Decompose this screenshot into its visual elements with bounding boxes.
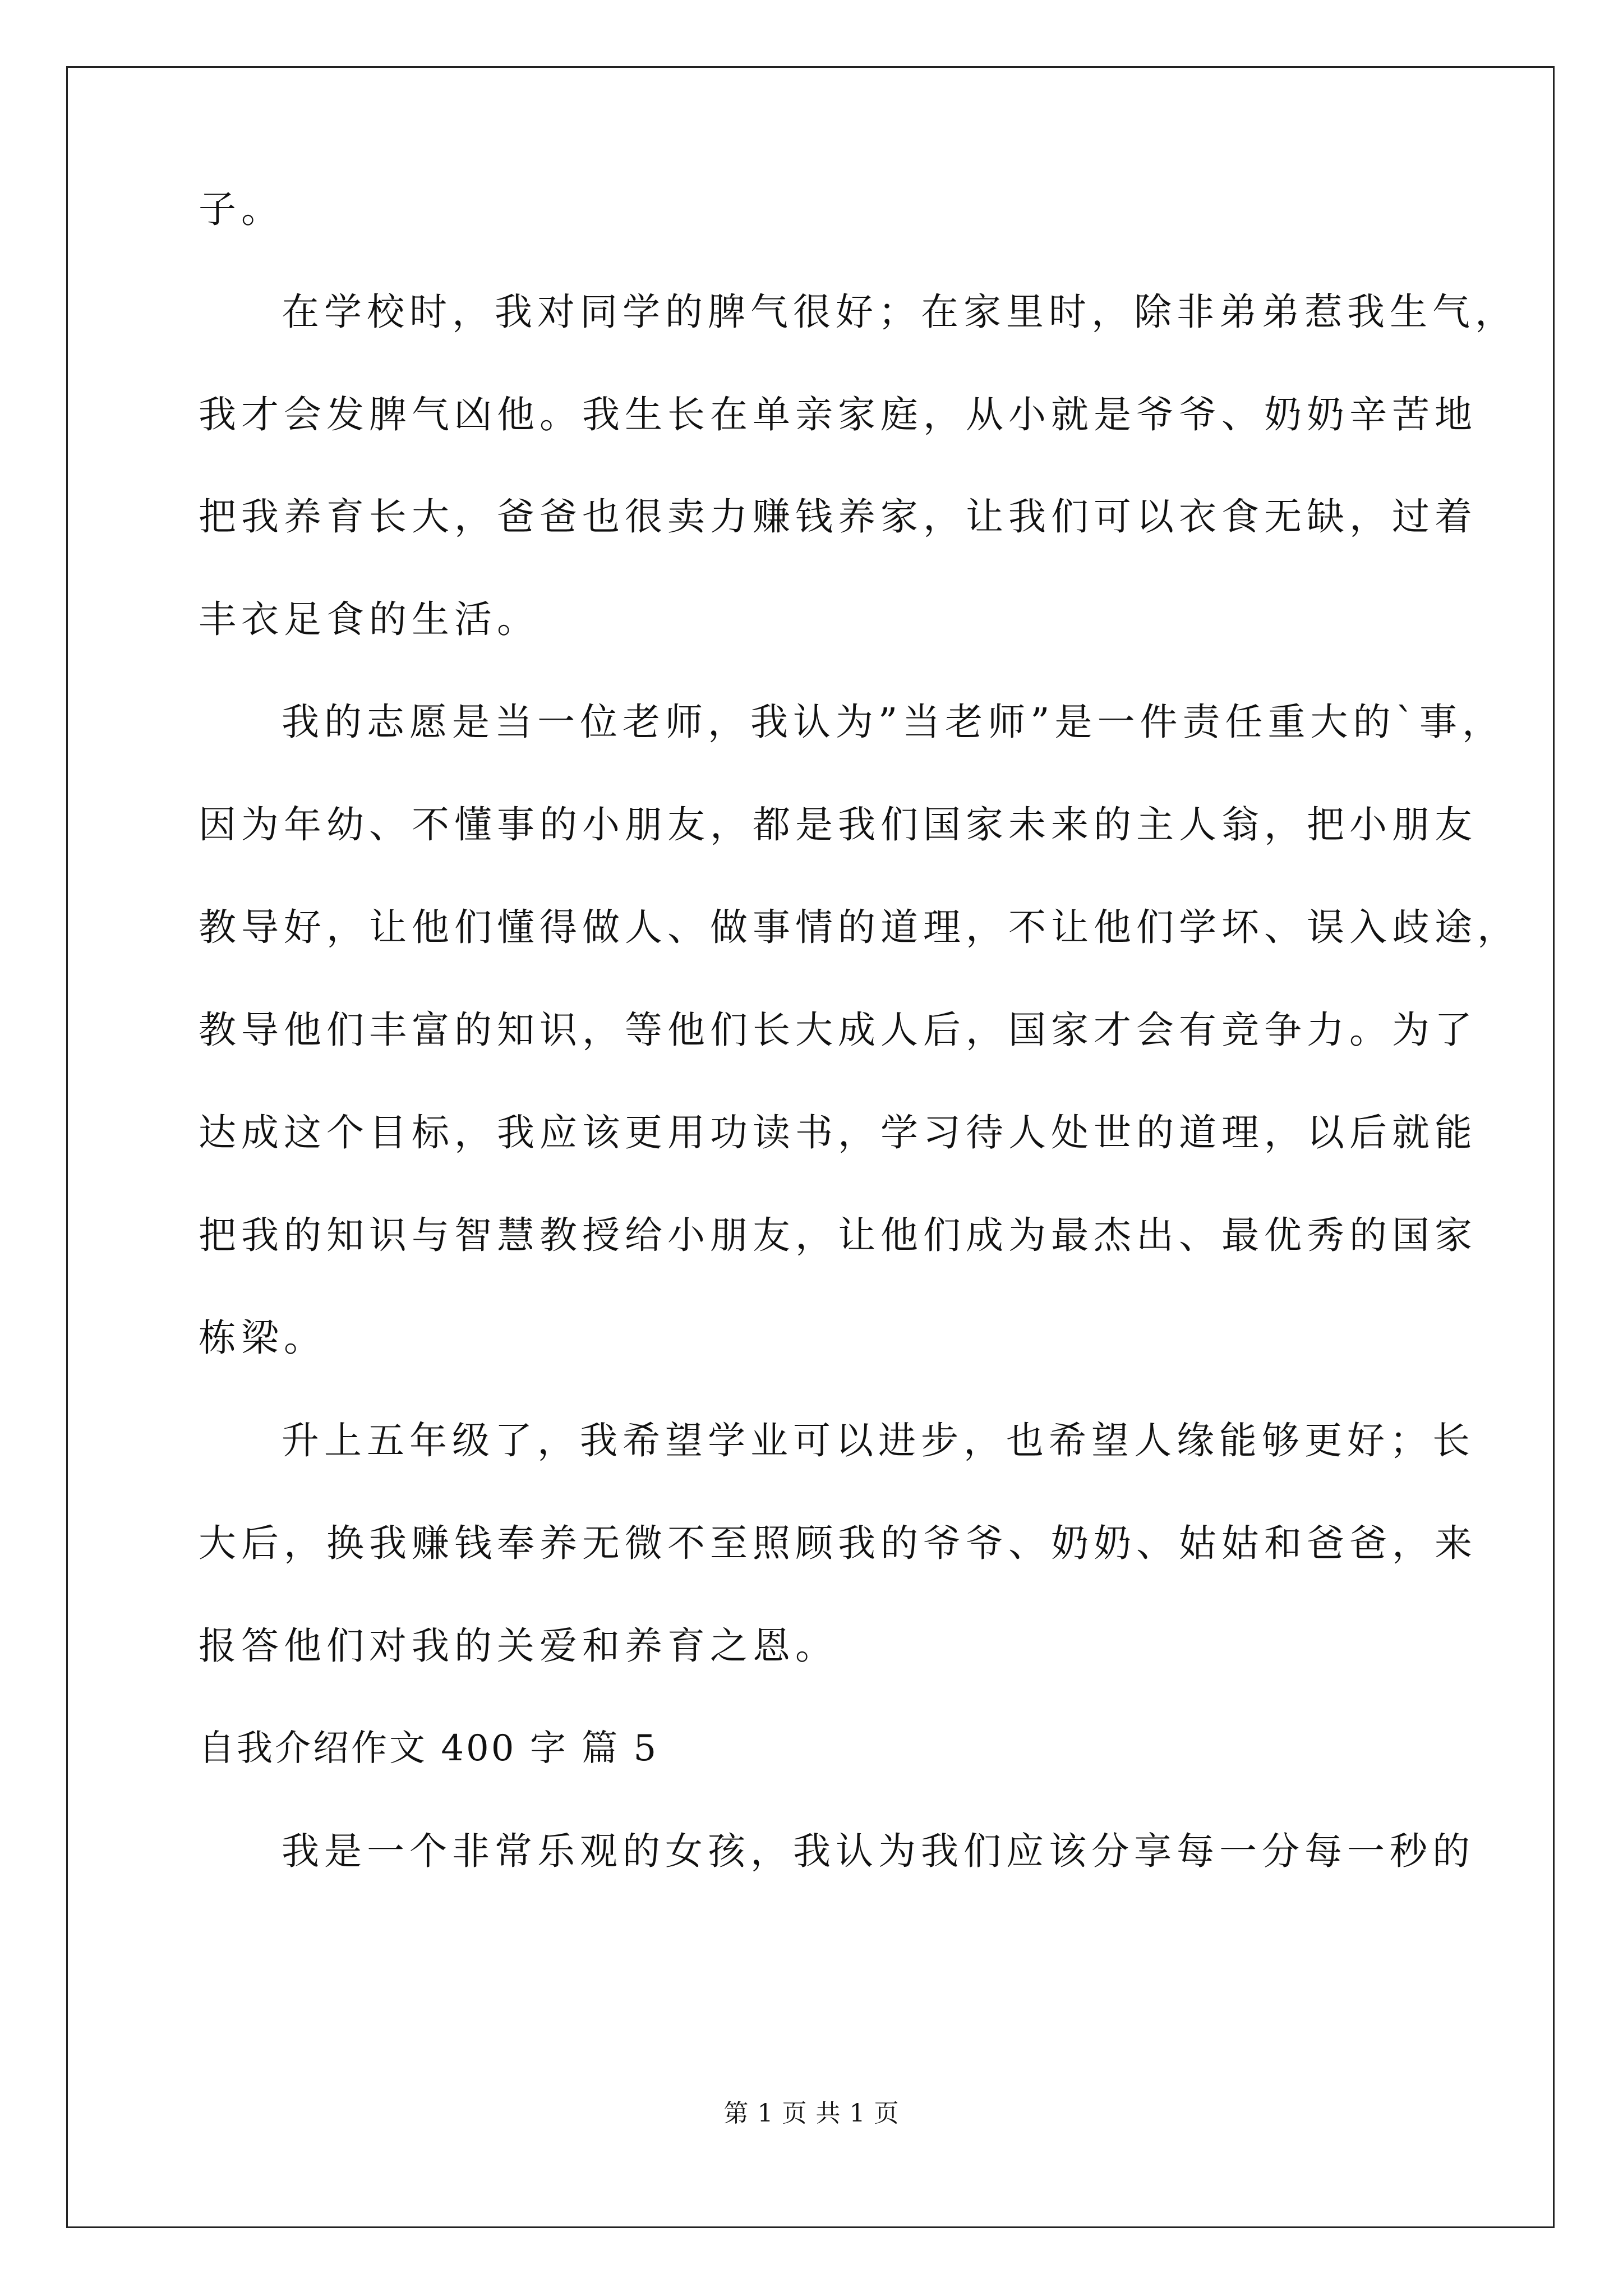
paragraph-line: 升上五年级了，我希望学业可以进步，也希望人缘能够更好；长 (282, 1419, 1475, 1462)
text-line: 子。 (199, 187, 284, 231)
text-line: 栋梁。 (199, 1316, 326, 1360)
paragraph-line: 我是一个非常乐观的女孩，我认为我们应该分享每一分每一秒的 (282, 1829, 1475, 1873)
text-line: 因为年幼、不懂事的小朋友，都是我们国家未来的主人翁，把小朋友 (199, 803, 1477, 846)
page-footer: 第 1 页 共 1 页 (723, 2099, 900, 2128)
text-line: 大后，换我赚钱奉养无微不至照顾我的爷爷、奶奶、姑姑和爸爸，来 (199, 1521, 1477, 1565)
text-line: 达成这个目标，我应该更用功读书，学习待人处世的道理，以后就能 (199, 1111, 1477, 1154)
text-line: 把我的知识与智慧教授给小朋友，让他们成为最杰出、最优秀的国家 (199, 1213, 1477, 1257)
paragraph-line: 我的志愿是当一位老师，我认为”当老师”是一件责任重大的`事， (282, 700, 1505, 744)
paragraph-line: 在学校时，我对同学的脾气很好；在家里时，除非弟弟惹我生气， (282, 290, 1518, 334)
text-line: 教导他们丰富的知识，等他们长大成人后，国家才会有竞争力。为了 (199, 1008, 1477, 1052)
text-line: 把我养育长大，爸爸也很卖力赚钱养家，让我们可以衣食无缺，过着 (199, 495, 1477, 539)
section-heading: 自我介绍作文 400 字 篇 5 (199, 1728, 659, 1769)
text-line: 报答他们对我的关爱和养育之恩。 (199, 1624, 838, 1668)
text-line: 丰衣足食的生活。 (199, 597, 540, 641)
text-line: 我才会发脾气凶他。我生长在单亲家庭，从小就是爷爷、奶奶辛苦地 (199, 393, 1477, 436)
text-line: 教导好，让他们懂得做人、做事情的道理，不让他们学坏、误入歧途， (199, 905, 1520, 949)
